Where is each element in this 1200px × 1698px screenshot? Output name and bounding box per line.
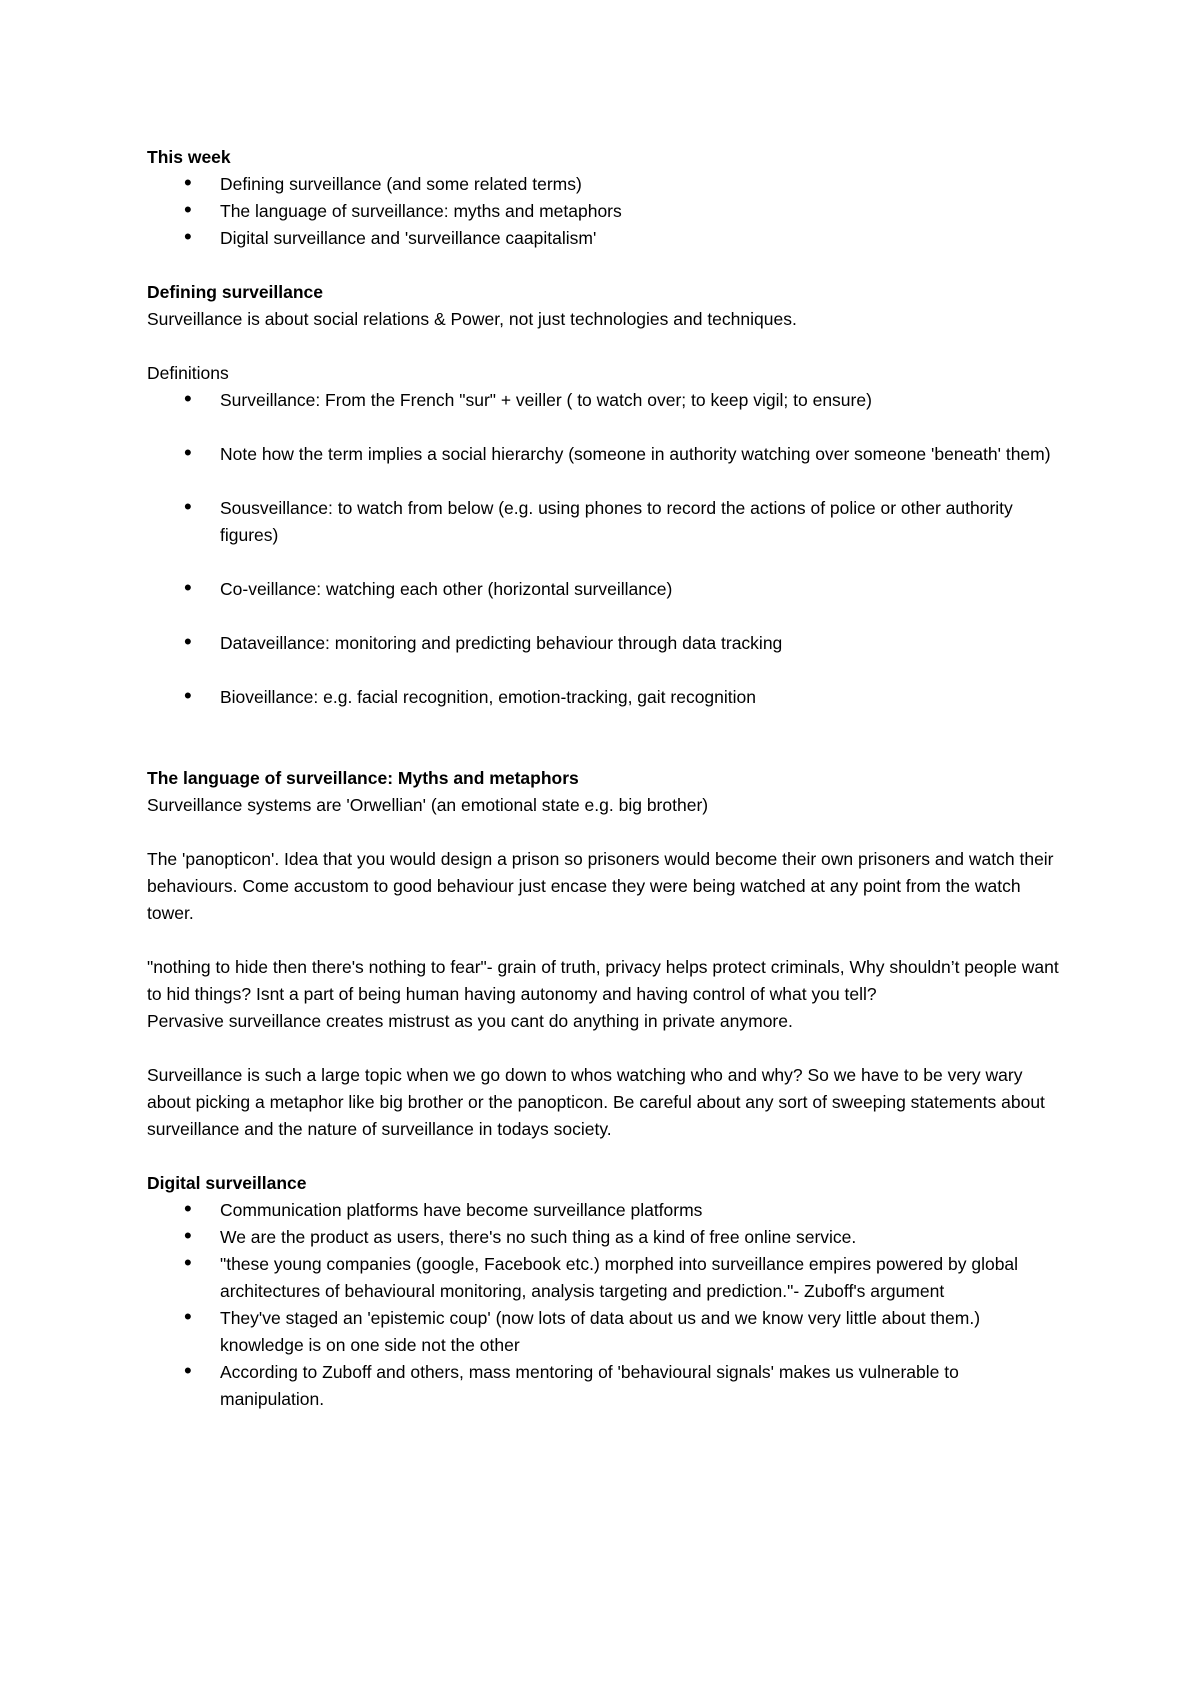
list-item: • Surveillance: From the French "sur" + veiller ( to watch over; to keep vigil; to ensure) xyxy=(147,387,1067,414)
spacer xyxy=(147,1143,1067,1170)
list-item: • Sousveillance: to watch from below (e.g. using phones to record the actions of police or other authority figures) xyxy=(147,495,1067,549)
list-item: • Co-veillance: watching each other (horizontal surveillance) xyxy=(147,576,1067,603)
defining-text: Surveillance is about social relations & Power, not just technologies and techniques. xyxy=(147,309,797,329)
list-item: • Dataveillance: monitoring and predicting behaviour through data tracking xyxy=(147,630,1067,657)
language-paragraph-4: Pervasive surveillance creates mistrust as you cant do anything in private anymore. xyxy=(147,1011,793,1031)
digital-list xyxy=(147,1197,1067,1413)
list-item: • The language of surveillance: myths and metaphors xyxy=(147,198,1067,225)
spacer xyxy=(147,711,1067,765)
definitions-list xyxy=(147,387,1067,711)
language-paragraph-2: The 'panopticon'. Idea that you would design a prison so prisoners would become their own prisoners and watch their behaviours. Come accustom to good behaviour just encase they were being watched at any point from the watch tower. xyxy=(147,849,1054,923)
list-item: • Note how the term implies a social hierarchy (someone in authority watching over someone 'beneath' them) xyxy=(147,441,1067,468)
list-item: • "these young companies (google, Facebook etc.) morphed into surveillance empires powered by global architectures of behavioural monitoring, analysis targeting and prediction."- Zuboff's argument xyxy=(147,1251,1067,1305)
list-item: • Digital surveillance and 'surveillance caapitalism' xyxy=(147,225,1067,252)
list-item: • Bioveillance: e.g. facial recognition, emotion-tracking, gait recognition xyxy=(147,684,1067,711)
language-paragraph-5: Surveillance is such a large topic when we go down to whos watching who and why? So we have to be very wary about picking a metaphor like big brother or the panopticon. Be careful about any sort of sweeping statements about surveillance and the nature of surveillance in todays society. xyxy=(147,1065,1045,1139)
spacer xyxy=(147,927,1067,954)
list-item: • They've staged an 'epistemic coup' (now lots of data about us and we know very little about them.) knowledge is on one side not the other xyxy=(147,1305,1067,1359)
language-heading: The language of surveillance: Myths and metaphors xyxy=(147,768,579,788)
spacer xyxy=(147,333,1067,360)
list-item: • We are the product as users, there's no such thing as a kind of free online service. xyxy=(147,1224,1067,1251)
spacer xyxy=(147,819,1067,846)
definitions-heading: Definitions xyxy=(147,363,229,383)
defining-heading: Defining surveillance xyxy=(147,282,324,302)
spacer xyxy=(147,1035,1067,1062)
this-week-list xyxy=(147,171,1067,252)
document-body xyxy=(147,144,1067,1413)
this-week-heading: This week xyxy=(147,147,231,167)
list-item: • According to Zuboff and others, mass mentoring of 'behavioural signals' makes us vulnerable to manipulation. xyxy=(147,1359,1067,1413)
list-item: • Defining surveillance (and some related terms) xyxy=(147,171,1067,198)
language-paragraph-3: "nothing to hide then there's nothing to fear"- grain of truth, privacy helps protect criminals, Why shouldn’t people want to hid things? Isnt a part of being human having autonomy and having control of what you tell? xyxy=(147,957,1059,1004)
list-item: • Communication platforms have become surveillance platforms xyxy=(147,1197,1067,1224)
digital-heading: Digital surveillance xyxy=(147,1173,307,1193)
spacer xyxy=(147,252,1067,279)
language-paragraph-1: Surveillance systems are 'Orwellian' (an emotional state e.g. big brother) xyxy=(147,795,709,815)
